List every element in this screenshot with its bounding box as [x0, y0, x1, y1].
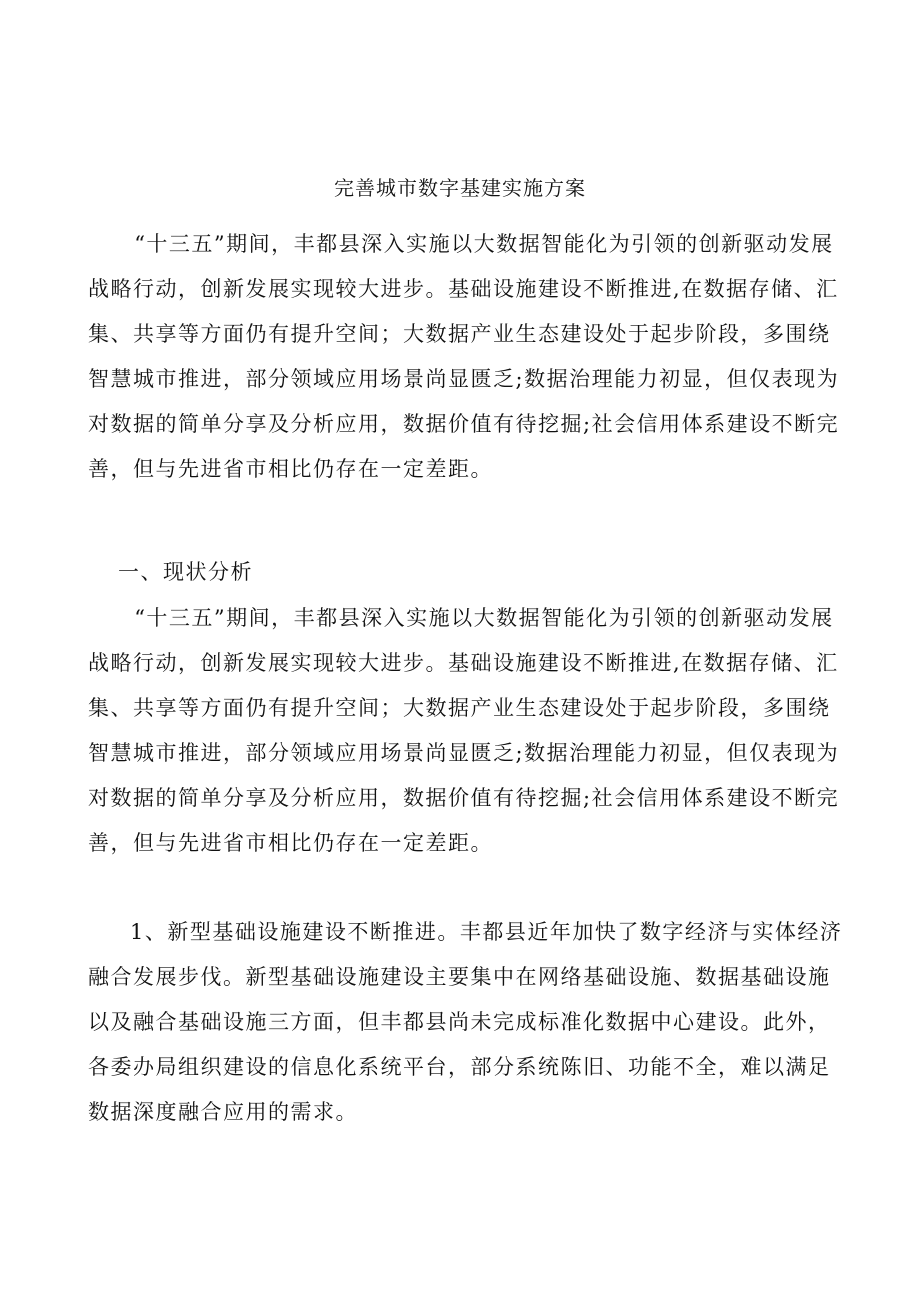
section-heading: 一、现状分析	[118, 560, 253, 584]
document-title: 完善城市数字基建实施方案	[334, 176, 586, 200]
intro-paragraph: “十三五”期间，丰都县深入实施以大数据智能化为引领的创新驱动发展战略行动，创新发展实现较大进步。基础设施建设不断推进,在数据存储、汇集、共享等方面仍有提升空间；大数据产业生态建设处于起步阶段，多围绕智慧城市推进，部分领域应用场景尚显匮乏;数据治理能力初显，但仅表现为对数据的简单分享及分析应用，数据价值有待挖掘;社会信用体系建设不断完善，但与先进省市相比仍存在一定差距。	[88, 232, 840, 481]
infrastructure-paragraph: 1、新型基础设施建设不断推进。丰都县近年加快了数字经济与实体经济融合发展步伐。新型基础设施建设主要集中在网络基础设施、数据基础设施以及融合基础设施三方面，但丰都县尚未完成标准化数据中心建设。此外，各委办局组织建设的信息化系统平台，部分系统陈旧、功能不全，难以满足数据深度融合应用的需求。	[88, 920, 843, 1124]
status-paragraph: “十三五”期间，丰都县深入实施以大数据智能化为引领的创新驱动发展战略行动，创新发展实现较大进步。基础设施建设不断推进,在数据存储、汇集、共享等方面仍有提升空间；大数据产业生态建设处于起步阶段，多围绕智慧城市推进，部分领域应用场景尚显匮乏;数据治理能力初显，但仅表现为对数据的简单分享及分析应用，数据价值有待挖掘;社会信用体系建设不断完善，但与先进省市相比仍存在一定差距。	[88, 606, 840, 855]
